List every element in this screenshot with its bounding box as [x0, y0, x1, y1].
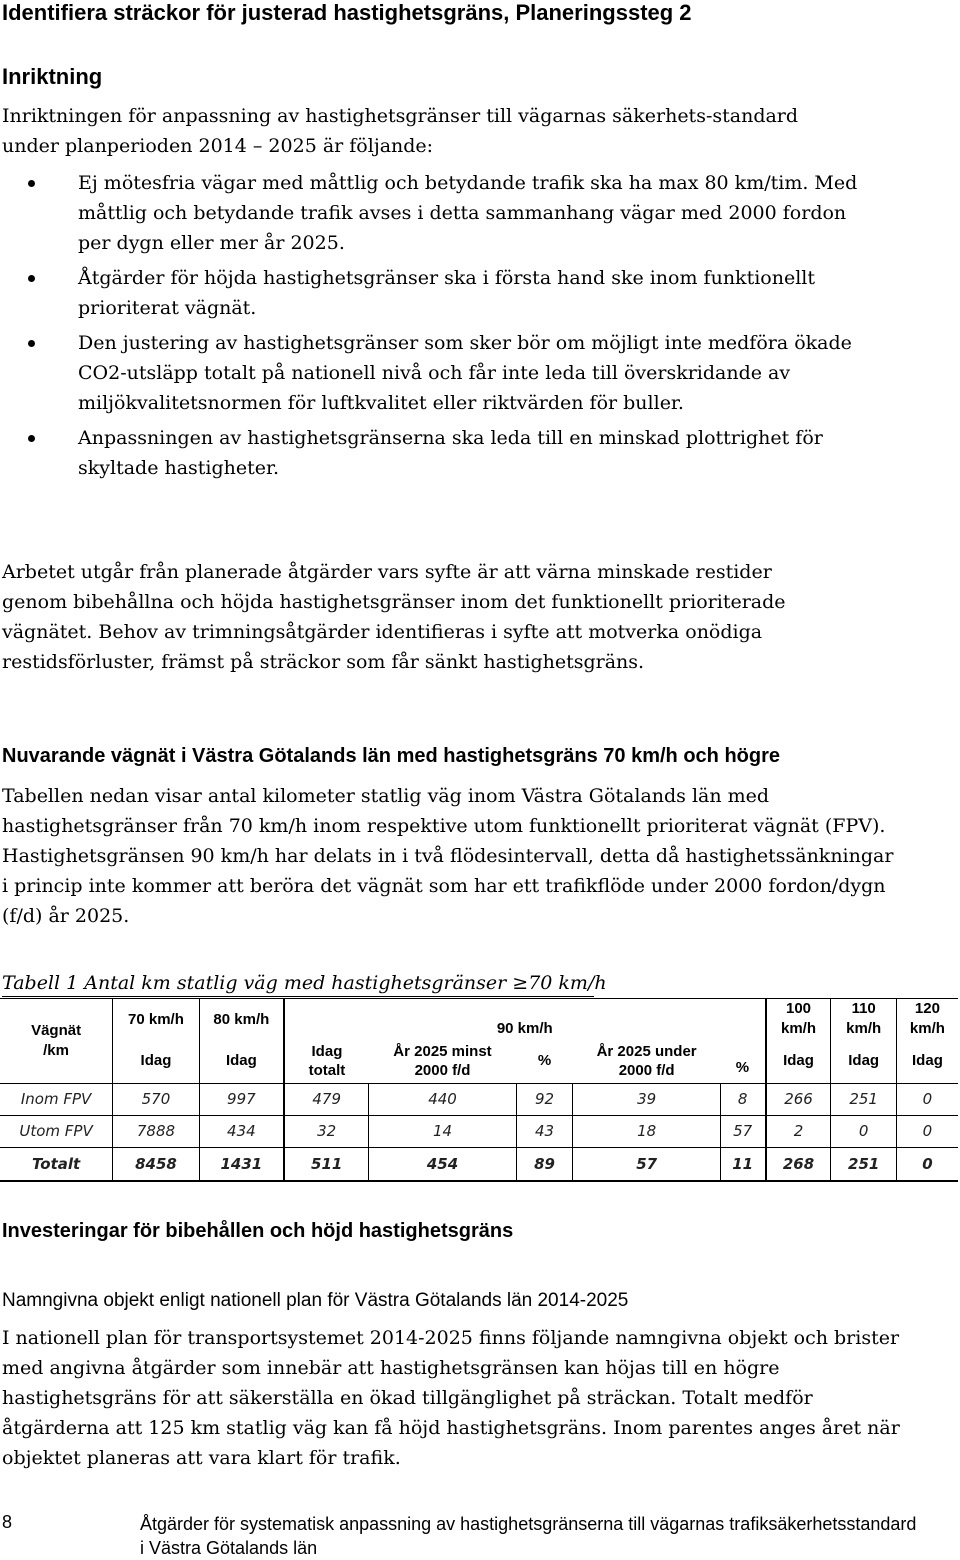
body-paragraph-tabellen: Tabellen nedan visar antal kilometer statlig väg inom Västra Götalands län med hastighetsgränser från 70 km/h inom respektive utom funktionellt prioriterat vägnät (FPV). Hastighetsgränsen 90 km/h har delats in i två flödesintervall, detta då hastighetssänkningar i princip inte kommer att beröra det vägnät som har ett trafikflöde under 2000 fordon/dygn (f/d) år 2025. — [2, 785, 894, 927]
subheader-idag: Idag — [766, 1039, 831, 1083]
table-row — [0, 1083, 958, 1115]
footer-text: Åtgärder för systematisk anpassning av hastighetsgränserna till vägarnas trafiksäkerhetsstandard i Västra Götalands län — [140, 1514, 917, 1558]
subheader-idag: Idag — [113, 1039, 200, 1083]
row-label: Totalt — [0, 1147, 113, 1181]
cell: 57 — [573, 1147, 720, 1181]
row-label: Utom FPV — [0, 1115, 113, 1147]
bullet-text: Ej mötesfria vägar med måttlig och betydande trafik ska ha max 80 km/tim. Med måttlig och betydande trafik avses i detta sammanhang vägar med 2000 fordon per dygn eller mer år 2025. — [78, 172, 858, 254]
cell: 14 — [369, 1115, 516, 1147]
list-item — [0, 263, 858, 323]
cell: 0 — [896, 1083, 958, 1115]
subheader-pct: % — [516, 1039, 573, 1083]
cell: 7888 — [113, 1115, 200, 1147]
cell: 2 — [766, 1115, 831, 1147]
header-110: 110 km/h — [831, 999, 896, 1040]
subheader-idag: Idag — [831, 1039, 896, 1083]
cell: 39 — [573, 1083, 720, 1115]
subsection-heading-namngivna: Namngivna objekt enligt nationell plan för Västra Götalands län 2014-2025 — [2, 1290, 629, 1311]
header-70: 70 km/h — [113, 999, 200, 1040]
cell: 8458 — [113, 1147, 200, 1181]
page-number: 8 — [2, 1512, 13, 1532]
row-label: Inom FPV — [0, 1083, 113, 1115]
cell: 997 — [199, 1083, 284, 1115]
header-80: 80 km/h — [199, 999, 284, 1040]
table-caption: Tabell 1 Antal km statlig väg med hastighetsgränser ≥70 km/h — [2, 972, 607, 994]
list-item — [0, 328, 858, 418]
bullet-icon — [28, 275, 35, 282]
cell: 454 — [369, 1147, 516, 1181]
subheader-idag: Idag — [896, 1039, 958, 1083]
cell: 0 — [896, 1147, 958, 1181]
cell: 57 — [720, 1115, 765, 1147]
cell: 92 — [516, 1083, 573, 1115]
list-item — [0, 423, 858, 483]
cell: 434 — [199, 1115, 284, 1147]
cell: 0 — [831, 1115, 896, 1147]
cell: 89 — [516, 1147, 573, 1181]
cell: 251 — [831, 1083, 896, 1115]
header-100: 100 km/h — [766, 999, 831, 1040]
cell: 266 — [766, 1083, 831, 1115]
table-row — [0, 1115, 958, 1147]
bullet-text: Anpassningen av hastighetsgränserna ska leda till en minskad plottrighet för skyltade hastigheter. — [78, 427, 823, 479]
cell: 18 — [573, 1115, 720, 1147]
subheader-ar2025-minst: År 2025 minst 2000 f/d — [369, 1039, 516, 1083]
table-header-row — [0, 999, 958, 1040]
bullet-list — [0, 168, 900, 488]
bullet-text: Åtgärder för höjda hastighetsgränser ska i första hand ske inom funktionellt prioriterat vägnät. — [78, 267, 815, 319]
cell: 43 — [516, 1115, 573, 1147]
section-heading-nuvarande: Nuvarande vägnät i Västra Götalands län med hastighetsgräns 70 km/h och högre — [2, 745, 780, 767]
cell: 479 — [284, 1083, 369, 1115]
subheader-pct: % — [720, 1039, 765, 1083]
page-title: Identifiera sträckor för justerad hastighetsgräns, Planeringssteg 2 — [2, 0, 692, 25]
cell: 268 — [766, 1147, 831, 1181]
section-heading-investeringar: Investeringar för bibehållen och höjd hastighetsgräns — [2, 1220, 514, 1242]
caption-underline — [2, 996, 594, 997]
body-paragraph-arbetet: Arbetet utgår från planerade åtgärder vars syfte är att värna minskade restider genom bibehållna och höjda hastighetsgränser inom det funktionellt prioriterade vägnätet. Behov av trimningsåtgärder identifieras i syfte att motverka onödiga restidsförluster, främst på sträckor som får sänkt hastighetsgräns. — [2, 561, 786, 673]
body-paragraph-nationell-plan: I nationell plan för transportsystemet 2014-2025 finns följande namngivna objekt och brister med angivna åtgärder som innebär att hastighetsgränsen kan höjas till en högre hastighetsgräns för att säkerställa en ökad tillgänglighet på sträckan. Totalt medför åtgärderna att 125 km statlig väg kan få höjd hastighetsgräns. Inom parentes anges året när objektet planeras att vara klart för trafik. — [2, 1327, 900, 1469]
cell: 0 — [896, 1115, 958, 1147]
table-subheader-row — [0, 1039, 958, 1083]
cell: 570 — [113, 1083, 200, 1115]
cell: 440 — [369, 1083, 516, 1115]
bullet-icon — [28, 340, 35, 347]
list-item — [0, 168, 858, 258]
subheader-idag: Idag — [199, 1039, 284, 1083]
subheader-ar2025-under: År 2025 under 2000 f/d — [573, 1039, 720, 1083]
header-vagnat: Vägnät /km — [0, 999, 113, 1084]
subheader-idag-totalt: Idag totalt — [284, 1039, 369, 1083]
speed-limit-table — [0, 998, 958, 1182]
bullet-text: Den justering av hastighetsgränser som sker bör om möjligt inte medföra ökade CO2-utsläpp totalt på nationell nivå och får inte leda till överskridande av miljökvalitetsnormen för luftkvalitet eller riktvärden för buller. — [78, 332, 852, 414]
header-120: 120 km/h — [896, 999, 958, 1040]
cell: 251 — [831, 1147, 896, 1181]
cell: 32 — [284, 1115, 369, 1147]
table-row-total — [0, 1147, 958, 1181]
cell: 1431 — [199, 1147, 284, 1181]
section-heading-inriktning: Inriktning — [2, 64, 103, 89]
cell: 8 — [720, 1083, 765, 1115]
bullet-icon — [28, 435, 35, 442]
cell: 511 — [284, 1147, 369, 1181]
bullet-icon — [28, 180, 35, 187]
intro-paragraph: Inriktningen för anpassning av hastighetsgränser till vägarnas säkerhets-standard under planperioden 2014 – 2025 är följande: — [2, 105, 799, 157]
cell: 11 — [720, 1147, 765, 1181]
header-90: 90 km/h — [284, 999, 766, 1040]
